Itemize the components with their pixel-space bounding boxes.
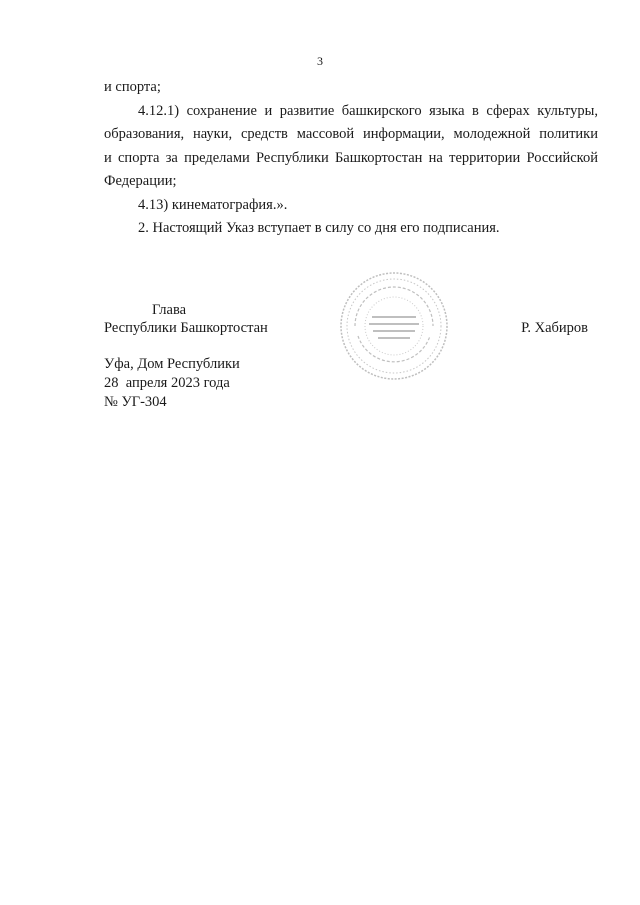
place-of-signing: Уфа, Дом Республики: [104, 356, 240, 372]
text-line: Федерации;: [104, 173, 177, 189]
official-seal-stamp: [338, 270, 450, 382]
text-line: и спорта;: [104, 79, 161, 95]
decree-number: № УГ-304: [104, 394, 167, 410]
page-number: 3: [317, 54, 323, 68]
signing-date: 28 апреля 2023 года: [104, 375, 230, 391]
signatory-region: Республики Башкортостан: [104, 320, 268, 336]
signatory-post: Глава: [152, 302, 187, 318]
text-line: 4.12.1) сохранение и развитие башкирского языка в сферах культуры,: [138, 102, 598, 119]
signatory-name: Р. Хабиров: [521, 320, 588, 336]
text-line: 4.13) кинематография.».: [138, 196, 288, 213]
decree-text: [104, 76, 598, 241]
text-line: и спорта за пределами Республики Башкортостан на территории Российской: [104, 149, 598, 166]
text-line: 2. Настоящий Указ вступает в силу со дня его подписания.: [138, 220, 500, 236]
text-line: образования, науки, средств массовой информации, молодежной политики: [104, 126, 598, 142]
